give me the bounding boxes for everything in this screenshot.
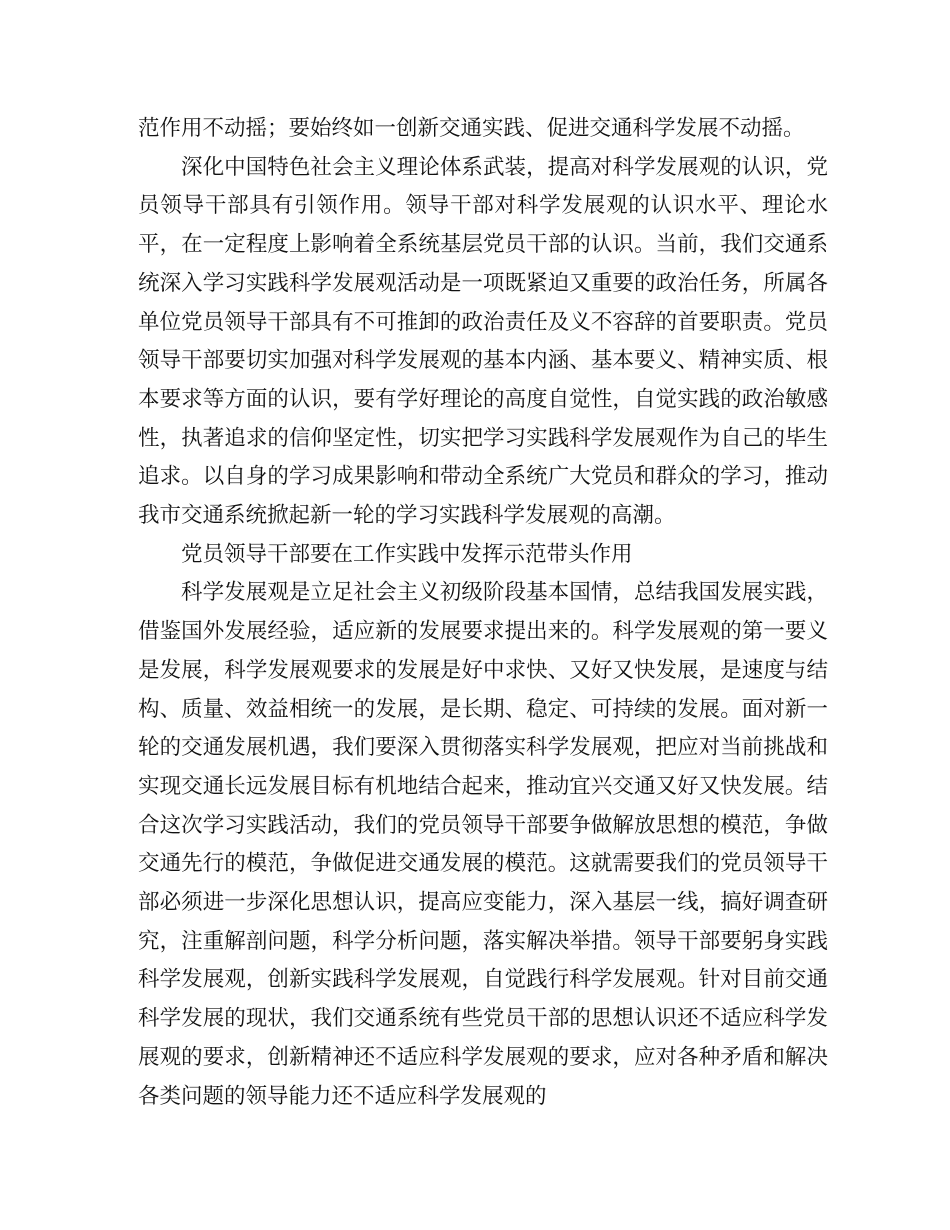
document-body xyxy=(138,110,828,1116)
paragraph-continuation: 范作用不动摇；要始终如一创新交通实践、促进交通科学发展不动摇。 xyxy=(138,116,805,141)
section-heading: 党员领导干部要在工作实践中发挥示范带头作用 xyxy=(181,541,633,567)
paragraph-scientific-development: 科学发展观是立足社会主义初级阶段基本国情，总结我国发展实践，借鉴国外发展经验，适应新的发展要求提出来的。科学发展观的第一要义是发展，科学发展观要求的发展是好中求快、又好又快发展，是速度与结构、质量、效益相统一的发展，是长期、稳定、可持续的发展。面对新一轮的交通发展机遇，我们要深入贯彻落实科学发展观，把应对当前挑战和实现交通长远发展目标有机地结合起来，推动宜兴交通又好又快发展。结合这次学习实践活动，我们的党员领导干部要争做解放思想的模范，争做交通先行的模范，争做促进交通发展的模范。这就需要我们的党员领导干部必须进一步深化思想认识，提高应变能力，深入基层一线，搞好调查研究，注重解剖问题，科学分析问题，落实解决举措。领导干部要躬身实践科学发展观，创新实践科学发展观，自觉践行科学发展观。针对目前交通科学发展的现状，我们交通系统有些党员干部的思想认识还不适应科学发展观的要求，创新精神还不适应科学发展观的要求，应对各种矛盾和解决各类问题的领导能力还不适应科学发展观的 xyxy=(138,580,828,1109)
paragraph-theory-study: 深化中国特色社会主义理论体系武装，提高对科学发展观的认识，党员领导干部具有引领作用。领导干部对科学发展观的认识水平、理论水平，在一定程度上影响着全系统基层党员干部的认识。当前，我们交通系统深入学习实践科学发展观活动是一项既紧迫又重要的政治任务，所属各单位党员领导干部具有不可推卸的政治责任及义不容辞的首要职责。党员领导干部要切实加强对科学发展观的基本内涵、基本要义、精神实质、根本要求等方面的认识，要有学好理论的高度自觉性，自觉实践的政治敏感性，执著追求的信仰坚定性，切实把学习实践科学发展观作为自己的毕生追求。以自身的学习成果影响和带动全系统广大党员和群众的学习，推动我市交通系统掀起新一轮的学习实践科学发展观的高潮。 xyxy=(138,154,828,529)
